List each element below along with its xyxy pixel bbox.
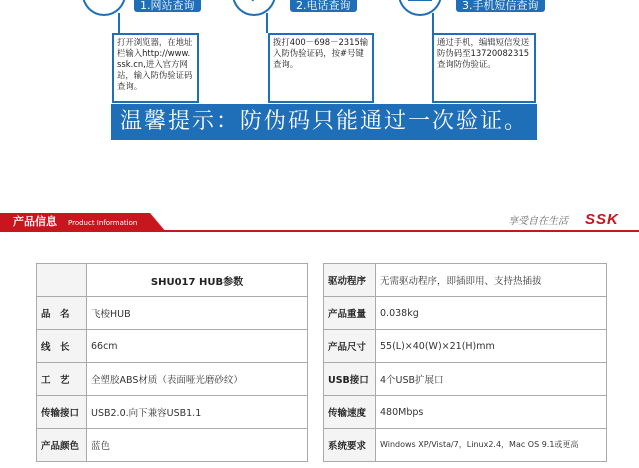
table-row (324, 297, 607, 330)
method-phone (230, 0, 369, 103)
spec-label: 产品颜色 (37, 429, 87, 462)
connector-line (118, 13, 120, 33)
spec-label: 驱动程序 (324, 264, 376, 297)
spec-value: 66cm (87, 330, 308, 363)
table-row (324, 396, 607, 429)
spec-value: 480Mbps (376, 396, 607, 429)
method-title: 3.手机短信查询 (456, 0, 545, 12)
spec-label: 产品重量 (324, 297, 376, 330)
table-cell (37, 264, 87, 297)
spec-label: 线 长 (37, 330, 87, 363)
tip-banner: 温馨提示：防伪码只能通过一次验证。 (111, 104, 537, 140)
table-row (324, 429, 607, 462)
spec-value: 无需驱动程序，即插即用、支持热插拔 (376, 264, 607, 297)
brand-logo: SSK (585, 211, 619, 228)
spec-value: 蓝色 (87, 429, 308, 462)
spec-label: 产品尺寸 (324, 330, 376, 363)
method-description: 打开浏览器，在地址栏输入http://www.ssk.cn,进入官方网站，输入防伪验证码查询。 (112, 33, 199, 103)
spec-value: USB2.0.向下兼容USB1.1 (87, 396, 308, 429)
spec-label: 传输速度 (324, 396, 376, 429)
product-info-label-en: Product Information (68, 219, 138, 227)
spec-value: 4个USB扩展口 (376, 363, 607, 396)
table-row (324, 264, 607, 297)
envelope-icon (398, 0, 442, 16)
method-sms (396, 0, 539, 103)
spec-label: USB接口 (324, 363, 376, 396)
spec-value: 55(L)×40(W)×21(H)mm (376, 330, 607, 363)
table-row (37, 363, 308, 396)
table-row (324, 363, 607, 396)
spec-table-left (36, 263, 308, 462)
table-row (37, 264, 308, 297)
table-row (37, 429, 308, 462)
spec-header: SHU017 HUB参数 (87, 264, 308, 297)
phone-icon (232, 0, 276, 16)
brand-slogan: 享受自在生活 (508, 216, 568, 227)
method-website (82, 0, 201, 103)
spec-table-right (323, 263, 607, 462)
table-row (37, 396, 308, 429)
table-row (324, 330, 607, 363)
method-title: 1.网站查询 (134, 0, 201, 12)
spec-value: Windows XP/Vista/7，Linux2.4，Mac OS 9.1或更高 (376, 429, 607, 462)
product-info-label: 产品信息 (13, 215, 57, 228)
method-title: 2.电话查询 (290, 0, 357, 12)
method-description: 拨打400－698－2315输入防伪验证码，按#号键查询。 (268, 33, 374, 103)
method-description: 通过手机，编辑短信发送防伪码至13720082315查询防伪验证。 (432, 33, 536, 103)
spec-label: 工 艺 (37, 363, 87, 396)
connector-line (266, 13, 268, 33)
table-row (37, 297, 308, 330)
spec-label: 传输接口 (37, 396, 87, 429)
spec-value: 全塑胶ABS材质（表面哑光磨砂纹） (87, 363, 308, 396)
spec-value: 飞梭HUB (87, 297, 308, 330)
table-row (37, 330, 308, 363)
spec-label: 品 名 (37, 297, 87, 330)
connector-line (432, 13, 434, 33)
spec-label: 系统要求 (324, 429, 376, 462)
divider (0, 230, 639, 232)
spec-value: 0.038kg (376, 297, 607, 330)
